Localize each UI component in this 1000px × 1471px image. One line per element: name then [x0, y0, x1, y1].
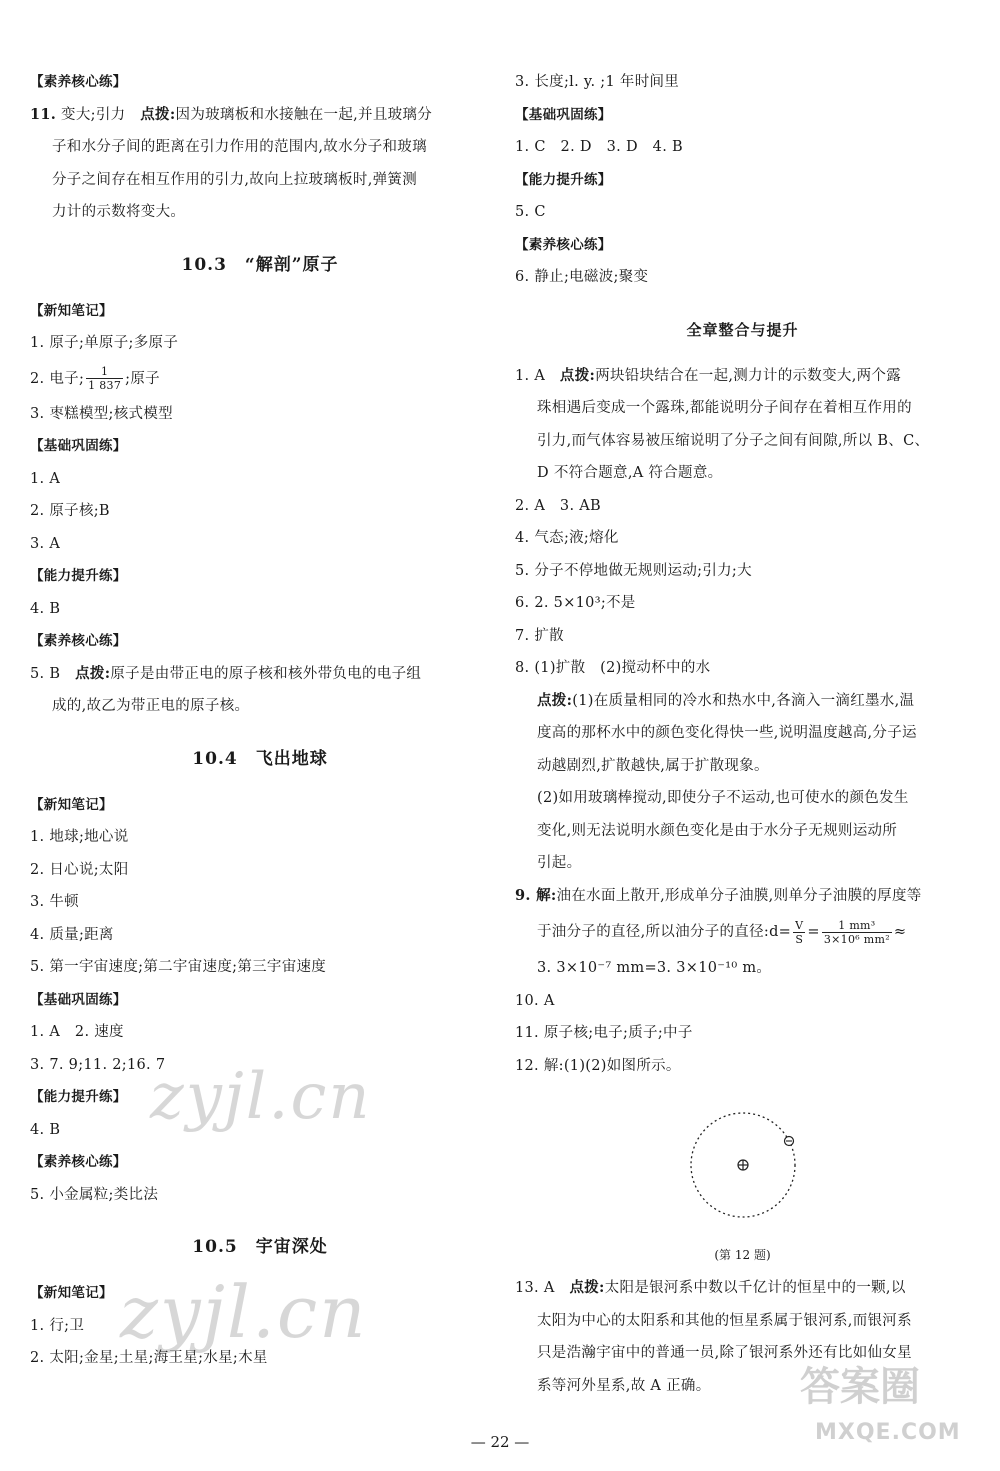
answer-line: 5. 小金属粒;类比法 [30, 1186, 159, 1203]
watermark: zyjl.cn [120, 1270, 368, 1354]
answer-line: 7. 扩散 [515, 627, 564, 644]
section-heading-10-4: 10.4 飞出地球 [192, 748, 328, 769]
section-tag: 【素养核心练】 [515, 236, 612, 253]
section-tag: 【能力提升练】 [30, 1089, 127, 1105]
answer-1-cont: 引力,而气体容易被压缩说明了分子之间有间隙,所以 B、C、 [537, 432, 930, 449]
answer-line: 1. 原子;单原子;多原子 [30, 335, 179, 351]
stamp-domain: MXQE.COM [815, 1420, 961, 1445]
fraction: $\frac{\text{1 mm³}}{\text{3×10⁶ mm²}}$ [823, 918, 890, 946]
answer-line: 2. 原子核;B [30, 503, 110, 519]
answer-line: 3. 长度;l. y. ;1 年时间里 [515, 74, 680, 90]
section-heading-10-3: 10.3 “解剖”原子 [181, 254, 339, 275]
stamp-logo: 答案圈 [800, 1364, 920, 1410]
chapter-summary-heading: 全章整合与提升 [686, 320, 799, 339]
answer-line: 1. A [30, 470, 61, 487]
figure-caption: (第 12 题) [714, 1248, 771, 1262]
answer-8-cont: (2)如用玻璃棒搅动,即使分子不运动,也可使水的颜色发生 [537, 790, 909, 806]
fraction: $\frac{1}{1 837}$ [88, 365, 122, 392]
answer-line: 11. 原子核;电子;质子;中子 [515, 1025, 693, 1041]
answer-8-hint: 点拨:(1)在质量相同的冷水和热水中,各滴入一滴红墨水,温 [537, 691, 915, 709]
answer-line: 2. 太阳;金星;土星;海王星;水星;木星 [30, 1350, 268, 1366]
answer-line: 5. 分子不停地做无规则运动;引力;大 [515, 562, 752, 579]
section-tag: 【素养核心练】 [30, 74, 127, 90]
section-tag: 【基础巩固练】 [30, 991, 127, 1008]
answer-line: 8. (1)扩散 (2)搅动杯中的水 [515, 660, 711, 676]
answer-5: 5. B 点拨:原子是由带正电的原子核和核外带负电的电子组 [30, 664, 422, 682]
answer-1-cont: D 不符合题意,A 符合题意。 [537, 465, 723, 481]
answer-line: 2. 电子; $\frac{1}{1 837}$ ;原子 [30, 365, 160, 392]
answer-line: 4. B [30, 600, 61, 617]
left-column [30, 66, 490, 1375]
answer-5-cont: 成的,故乙为带正电的原子核。 [52, 698, 250, 714]
answer-line: 6. 静止;电磁波;聚变 [515, 269, 649, 285]
section-tag: 【素养核心练】 [30, 1154, 127, 1170]
answer-13: 13. A 点拨:太阳是银河系中数以千亿计的恒星中的一颗,以 [515, 1279, 906, 1296]
section-tag: 【新知笔记】 [30, 302, 113, 319]
answer-8-cont: 引起。 [537, 855, 582, 871]
answer-line: 3. 7. 9;11. 2;16. 7 [30, 1056, 166, 1073]
section-tag: 【素养核心练】 [30, 633, 127, 649]
answer-9-formula: 于油分子的直径,所以油分子的直径:d= $\frac{V}{S}$ = $\frac{\text{1 mm³}}{\text{3×10⁶ mm²}}$ ≈ [537, 918, 907, 946]
answer-line: 4. 质量;距离 [30, 926, 114, 943]
watermark: zyjl.cn [150, 1060, 372, 1134]
answer-line: 4. 气态;液;熔化 [515, 530, 619, 546]
answer-13-cont: 太阳为中心的太阳系和其他的恒星系属于银河系,而银河系 [537, 1312, 912, 1329]
answer-line: 5. 第一宇宙速度;第二宇宙速度;第三宇宙速度 [30, 959, 327, 975]
answer-13-cont: 只是浩瀚宇宙中的普通一员,除了银河系外还有比如仙女星 [537, 1345, 912, 1361]
answer-line: 3. A [30, 535, 61, 552]
answer-8-cont: 度高的那杯水中的颜色变化得快一些,说明温度越高,分子运 [537, 725, 917, 741]
answer-line: 5. C [515, 204, 546, 220]
answer-11: 11. 变大;引力 点拨:因为玻璃板和水接触在一起,并且玻璃分 [30, 105, 433, 123]
fraction: $\frac{V}{S}$ [795, 918, 804, 946]
answer-1: 1. A 点拨:两块铅块结合在一起,测力计的示数变大,两个露 [515, 366, 902, 384]
answer-line: 3. 枣糕模型;核式模型 [30, 405, 173, 422]
answer-8-cont: 变化,则无法说明水颜色变化是由于水分子无规则运动所 [537, 822, 898, 839]
answer-11-cont: 子和水分子间的距离在引力作用的范围内,故水分子和玻璃 [52, 139, 427, 155]
answer-9-cont: 3. 3×10⁻⁷ mm=3. 3×10⁻¹⁰ m。 [537, 960, 772, 976]
atom-diagram [643, 1090, 843, 1240]
page-number: — 22 — [470, 1433, 530, 1451]
answer-line: 12. 解:(1)(2)如图所示。 [515, 1057, 681, 1074]
answer-line: 3. 牛顿 [30, 894, 79, 910]
section-tag: 【新知笔记】 [30, 796, 113, 813]
answer-13-cont: 系等河外星系,故 A 正确。 [537, 1377, 711, 1394]
answer-line: 4. B [30, 1121, 61, 1138]
answer-8-cont: 动越剧烈,扩散越快,属于扩散现象。 [537, 757, 769, 774]
answer-line: 1. 行;卫 [30, 1317, 85, 1334]
answer-line: 10. A [515, 992, 555, 1009]
answer-line: 2. 日心说;太阳 [30, 861, 129, 878]
answer-line: 6. 2. 5×10³;不是 [515, 595, 636, 611]
section-tag: 【基础巩固练】 [515, 106, 612, 123]
right-column [515, 66, 970, 1402]
section-heading-10-5: 10.5 宇宙深处 [192, 1237, 328, 1257]
answer-line: 2. A 3. AB [515, 497, 601, 514]
answer-9: 9. 解:油在水面上散开,形成单分子油膜,则单分子油膜的厚度等 [515, 886, 922, 904]
answer-line: 1. A 2. 速度 [30, 1024, 124, 1040]
answer-11-cont: 分子之间存在相互作用的引力,故向上拉玻璃板时,弹簧测 [52, 171, 418, 188]
section-tag: 【新知笔记】 [30, 1285, 113, 1301]
section-tag: 【能力提升练】 [515, 171, 612, 188]
answer-line: 1. 地球;地心说 [30, 829, 129, 845]
section-tag: 【基础巩固练】 [30, 438, 127, 454]
answer-11-cont: 力计的示数将变大。 [52, 204, 186, 220]
answer-1-cont: 珠相遇后变成一个露珠,都能说明分子间存在着相互作用的 [537, 400, 912, 416]
section-tag: 【能力提升练】 [30, 568, 127, 584]
atom-model-figure [515, 1090, 970, 1244]
answer-line: 1. C 2. D 3. D 4. B [515, 139, 683, 155]
